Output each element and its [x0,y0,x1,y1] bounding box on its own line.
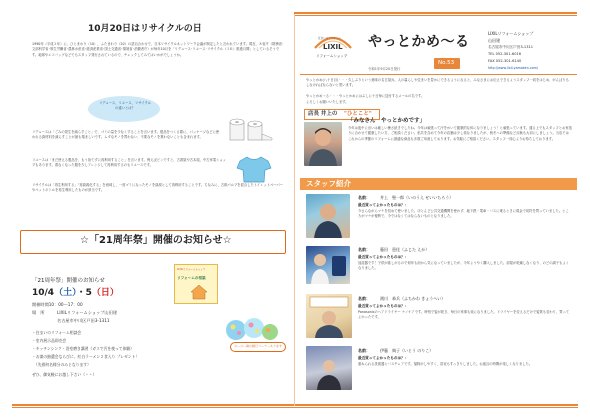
staff-question-2: 最近買ってよかったものは？： [358,255,409,259]
event-bullet-3: ・キッチンシンク・浴室磨き講習（ガスで汚を使って体験） [32,346,134,351]
reduce-text: リデュースは「ごみの発生を減らすこと」で、ゴミの量を少なくすることを言います。製品をつくる際に、パッケージなどに使われる資材料を減らすことが最も環ましいです。ムダなモノを買わない、不要なモノを貰わないことも含まれます。 [32,130,220,140]
anniversary-title: ☆「21周年祭」開催のお知らせ☆ [80,235,232,246]
poster-title: リフォームの相談 [177,276,206,280]
shop-name: LIXILリフォームショップ [488,31,534,36]
staff-question-3: 最近買ってよかったものは？： [358,304,409,308]
bottom-border-line [12,404,578,406]
event-sun: （日） [91,288,119,298]
yoyo-balloons-icon [224,312,280,346]
event-place-label: 場 所 [32,310,45,315]
newsletter-title: やっとかめ～る [368,34,470,50]
event-heading: 「21周年祭」開催のお知らせ [32,278,105,284]
staff-name-label-3: 名前： [358,296,370,301]
staff-answer-2: 加湿器です！子供が欲しがるので何年も前から気になっていましたが、今年ようやく購入しました。部屋が乾燥しなくなり、のどの調子もよくなりました。 [358,261,569,271]
tencho-heading: 「みなさん やっとかめです」 [348,118,426,124]
staff-photo-ito [306,346,352,390]
tencho-body: 今年は夜中に出いは厳しい暑さ続きでしたね。今年は頑張って汗をかいて健康的な体になりましょう！と頑張っています。通る上でもスタッフとお家造りに合わせて健康したい方、ご相談ください。私共を含めて今年の店舗は少し楽なりましたが、秋冬への準備など点検も大切にしましょう。当店ではこれからの季節のリフォームに最適な商品も多数ご用意しております。お気軽にご相談ください。スタッフ一同心よりお待ちしております。 [348,126,572,141]
event-time: 開催時間10：00～17：00 [32,302,83,307]
staff-name-3: 渕川 恭兵（ふちかわ きょうへい） [380,296,446,301]
shop-fax: FAX 052-301-6140 [488,59,522,63]
shop-url[interactable]: http://www.lixil-yamaken.com/ [488,66,538,70]
house-icon [190,284,208,300]
event-sun-date: ・5 [76,288,92,298]
staff-name-2: 藤田 恵佳（ふじた えか） [380,247,430,252]
staff-name-label-4: 名前： [358,348,370,353]
top-border-line-2 [294,15,577,16]
intro-p3: よろしくお願いいたします。 [306,100,349,104]
issue-label: No.53 [438,60,455,66]
staff-name-1: 井上 聖一郎（いのうえ せいいちろう） [380,195,454,200]
intro-p1: やっとかめ(八十日目)・・・久しぶりという意味の名古屋弁。人の暮らしや住まいを豊かにできるようになると、みなさまにお伝えできるようスタッフ一同をはじめ、がんばりもしなければならないと思います。 [306,78,569,88]
staff-name-label-1: 名前： [358,195,370,200]
staff-photo-inoue [306,194,350,238]
toilet-paper-icon [226,116,276,142]
issue-date: 令和1年9月20日発行 [368,67,401,71]
logo-shop: リフォームショップ [316,54,348,58]
recycle-intro: 1990年（平成２年）に、ひとまわり（10），ふたまわり（20）の語呂合わせで、日本リサイクルネットワーク会議が制定したと言われています。現在、８省庁（財務省･文部科学省･厚生労働省･農林水産省･経済産業省･国土交通省･環境省･消費者庁）が毎年10月を「リデュース･リユース･リサイクル（３Ｒ）推進月間」としているそうです。地球やエコバッグなどでもスタッフ発行されているので、チェックしてみてはいかがでしょうか。 [32,42,284,57]
logo-brand: LIXIL [323,43,343,51]
shop-tel: TEL 052-301-6016 [488,52,522,56]
logo-subtitle: 住まいのリフォーム [318,37,342,40]
event-bullet-2: ・室内展示品即売会 [32,338,67,343]
tencho-quote: "ひとこと" [344,111,372,117]
masthead-underline [300,74,577,75]
event-bullet-1: ・住まいのリフォーム相談会 [32,330,82,335]
event-closing: ぜひ、御気軽にお越し下さい（＾＾） [32,372,97,377]
recycle-text: リサイクルは「再生利用する」「再資源化する」を意味し、一度ゴミになったモノを資源として再利用することです。ちなみに、古紙パルプを混合したトイレットペーパーやペットボトルを再生利用したものが該当です。 [32,183,284,193]
event-address: 名古屋市中川区戸田3-1311 [57,318,110,323]
event-date-prefix: 10/4 [32,288,55,298]
tencho-photo [304,122,342,166]
top-border-line [294,12,577,14]
event-bullet-4: ・お楽の抽選会ならびに、紅白ラーメン２食入り プレゼント！ [32,354,140,359]
event-place: LIXILリフォームショップ山田建 [57,310,117,315]
bubble-text: リデュース、リユース、リサイクルの違いとは？ [99,101,151,110]
staff-answer-4: 重ねられる洗面器とバスチェアです。掃除がしやすく、浴室もすっきりしました。お風呂の時間が楽しくなりました。 [358,362,533,366]
staff-name-4: 伊藤 典子（いとう のりこ） [380,348,434,353]
event-bullet-5: （先着何名様分のみとなります） [32,362,91,367]
yoyo-corner-label: ヨーヨー掬の縁日コーナーあります [234,344,283,348]
shop-branch: 山田建 [488,38,500,43]
reuse-text: リユースは「まだ使える製品を、もう捨てずに再利用すること」を言います。例えばビンですと、古着屋や古本屋、中古家電ショップもあります。着なくなった服を少しアレンジして再利用するのもリユースです。 [32,158,226,168]
recycle-title: 10月20日はリサイクルの日 [88,24,202,34]
staff-bar [300,178,577,190]
staff-photo-fuchikawa [306,294,352,338]
staff-question-1: 最近買ってよかったものは？： [358,203,409,207]
intro-p2: やっとかめ～る・・・やっとかめにはぶしに十日毎に送付するメールの名です。 [306,94,425,98]
tencho-label: 店長 井上の [308,111,338,117]
staff-answer-1: 今さらながらマナを初めて使いました。ほとんど公共交通機関を使わず、地下鉄・電車・バスに乗るときに現金で切符を買っていました。ところがマナが便利で、今ではなくてはならないものとなりました。 [358,209,569,219]
bottom-border-line-2 [12,407,578,408]
tshirt-icon [236,154,272,184]
event-sat: （土） [54,288,77,298]
shop-address: 名古屋市中川区戸田3-1311 [488,45,534,49]
poster-tag: LIXILリフォームショップ [177,268,206,271]
staff-photo-fujita [306,246,350,284]
staff-bar-label: スタッフ紹介 [306,179,351,188]
staff-answer-3: Panasonicのヘアドライヤー ナノケアです。時短で髪が乾き、毎日の家事も楽になりました。ドライヤーを変えるだけで髪質も変わり、買ってよかったです。 [358,310,570,320]
staff-name-label-2: 名前： [358,247,370,252]
staff-question-4: 最近買ってよかったものは？： [358,356,409,360]
center-divider [294,14,295,406]
event-date [32,288,119,299]
